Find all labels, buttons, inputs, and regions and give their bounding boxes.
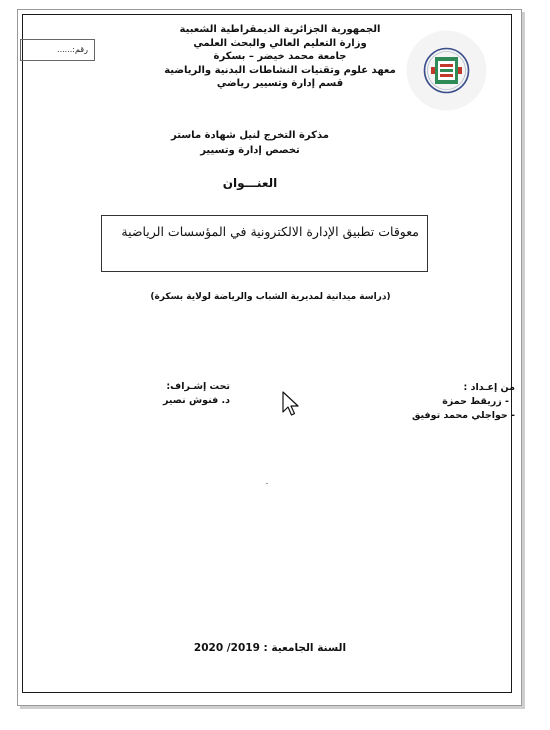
study-subtitle: (دراسة ميدانية لمديرية الشباب والرياضة لولاية بسكرة) bbox=[150, 292, 391, 302]
reference-box bbox=[20, 39, 95, 61]
title-heading: العنـــوان bbox=[222, 176, 278, 190]
academic-year: السنة الجامعية : 2019/ 2020 bbox=[193, 642, 347, 654]
supervisor-label: تحت إشـراف: bbox=[166, 381, 230, 392]
mouse-cursor-icon bbox=[281, 390, 301, 418]
supervisor-name: د. فنوش نصير bbox=[163, 395, 230, 406]
memo-specialty: تخصص إدارة وتسيير bbox=[200, 145, 300, 156]
supervisor-block bbox=[110, 380, 230, 408]
memo-block bbox=[170, 128, 330, 158]
stray-mark bbox=[266, 483, 268, 484]
page-frame bbox=[22, 14, 512, 693]
thesis-title: معوقات تطبيق الإدارة الالكترونية في المؤسسات الرياضية bbox=[121, 224, 419, 239]
header-line-ministry: وزارة التعليم العالي والبحث العلمي bbox=[193, 37, 367, 49]
header-line-university: جامعة محمد خيضر – بسكرة bbox=[213, 51, 347, 62]
header-line-department: قسم إدارة وتسيير رياضي bbox=[216, 78, 344, 89]
header-line-republic: الجمهورية الجزائرية الديمقراطية الشعبية bbox=[179, 24, 381, 35]
university-logo-icon bbox=[404, 28, 489, 113]
title-box bbox=[101, 215, 428, 272]
institution-header bbox=[160, 23, 400, 91]
reference-label: رقم:...... bbox=[57, 45, 88, 54]
authors-block bbox=[360, 381, 515, 423]
authors-label: من إعـداد : bbox=[463, 382, 515, 393]
author-name: - حواجلي محمد توفيق bbox=[411, 410, 515, 421]
memo-degree: مذكرة التخرج لنيل شهادة ماستر bbox=[171, 130, 329, 141]
header-line-institute: معهد علوم وتقنيات النشاطات البدنية والرياضية bbox=[164, 64, 396, 76]
author-name: - زريقط حمزة bbox=[442, 396, 509, 407]
document-page bbox=[17, 9, 522, 706]
